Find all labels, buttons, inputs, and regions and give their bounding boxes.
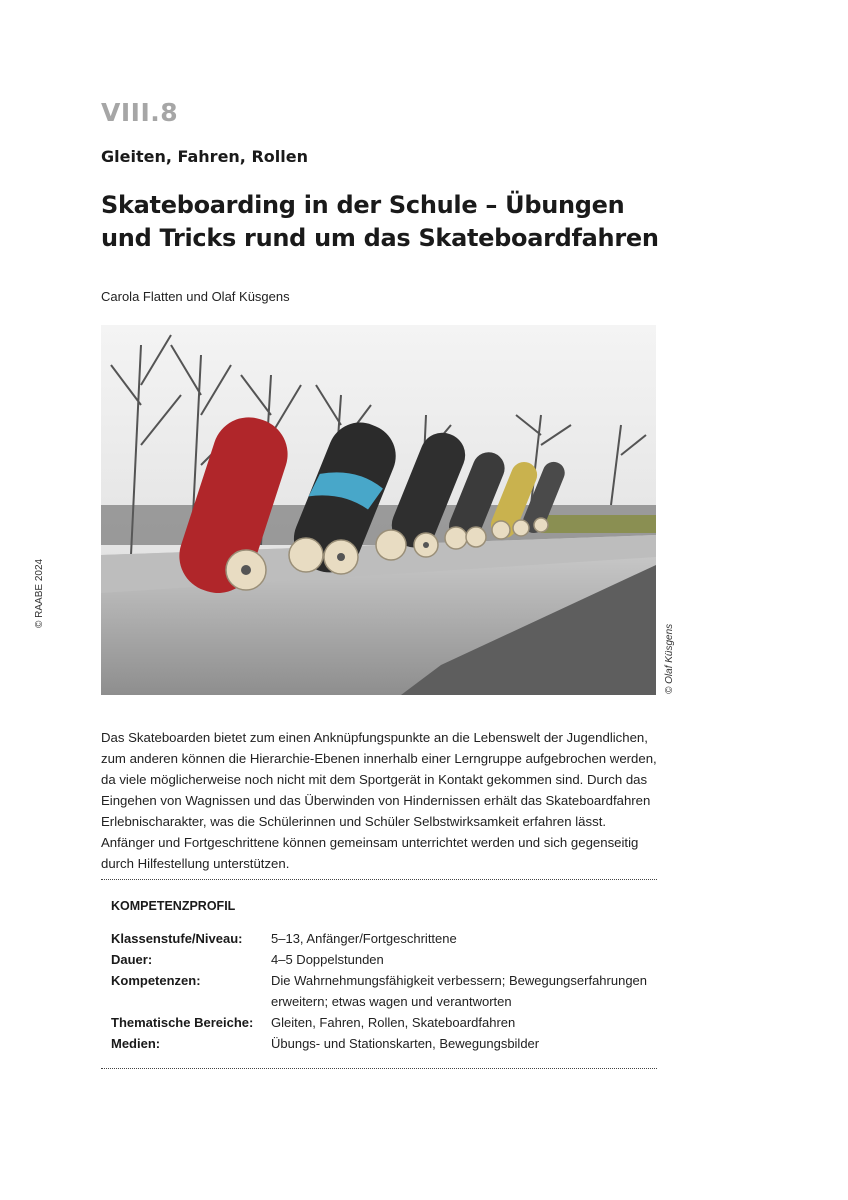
page-title: Skateboarding in der Schule – Übungen und Tricks rund um das Skateboardfahren xyxy=(101,191,659,252)
profile-row-grade xyxy=(111,928,656,949)
profile-row-competencies xyxy=(111,970,656,1012)
profile-label: Thematische Bereiche: xyxy=(111,1015,254,1030)
profile-value: Übungs- und Stationskarten, Bewegungsbilder xyxy=(271,1036,540,1051)
profile-label: Kompetenzen: xyxy=(111,973,201,988)
profile-label: Dauer: xyxy=(111,952,153,967)
profile-value: Die Wahrnehmungsfähigkeit verbessern; Bewegungserfahrungen erweitern; etwas wagen und verantworten xyxy=(271,973,648,1009)
profile-label: Klassenstufe/Niveau: xyxy=(111,931,243,946)
profile-value: Gleiten, Fahren, Rollen, Skateboardfahren xyxy=(271,1015,516,1030)
divider-bottom xyxy=(101,1068,657,1069)
section-number: VIII.8 xyxy=(101,98,179,127)
subtitle: Gleiten, Fahren, Rollen xyxy=(101,147,308,166)
photo-credit: © Olaf Küsgens xyxy=(664,623,675,694)
intro-paragraph: Das Skateboarden bietet zum einen Anknüpfungspunkte an die Lebenswelt der Jugendlichen, zum anderen können die Hierarchie-Ebenen innerhalb einer Lerngruppe aufgebrochen werden, da viele möglicherweise noch nicht mit dem Sportgerät in Kontakt gekommen sind. Durch das Eingehen von Wagnissen und das Überwinden von Hindernissen erhält das Skateboardfahren Erlebnischarakter, was die Schülerinnen und Schüler Selbstwirksamkeit erfahren lässt. Anfänger und Fortgeschrittene können gemeinsam unterrichtet werden und sich gegenseitig durch Hilfestellung unterstützen. xyxy=(101,730,657,871)
competence-profile-table xyxy=(111,928,656,1054)
skateboards-photo xyxy=(101,325,656,695)
profile-value: 5–13, Anfänger/Fortgeschrittene xyxy=(271,931,457,946)
skateboards-illustration xyxy=(101,325,656,695)
divider-top xyxy=(101,879,657,880)
profile-value: 4–5 Doppelstunden xyxy=(271,952,384,967)
copyright-notice: © RAABE 2024 xyxy=(34,558,45,628)
profile-heading: KOMPETENZPROFIL xyxy=(111,899,236,913)
authors: Carola Flatten und Olaf Küsgens xyxy=(101,289,290,304)
profile-label: Medien: xyxy=(111,1036,161,1051)
profile-row-duration xyxy=(111,949,656,970)
profile-row-topics xyxy=(111,1012,656,1033)
profile-row-media xyxy=(111,1033,656,1054)
